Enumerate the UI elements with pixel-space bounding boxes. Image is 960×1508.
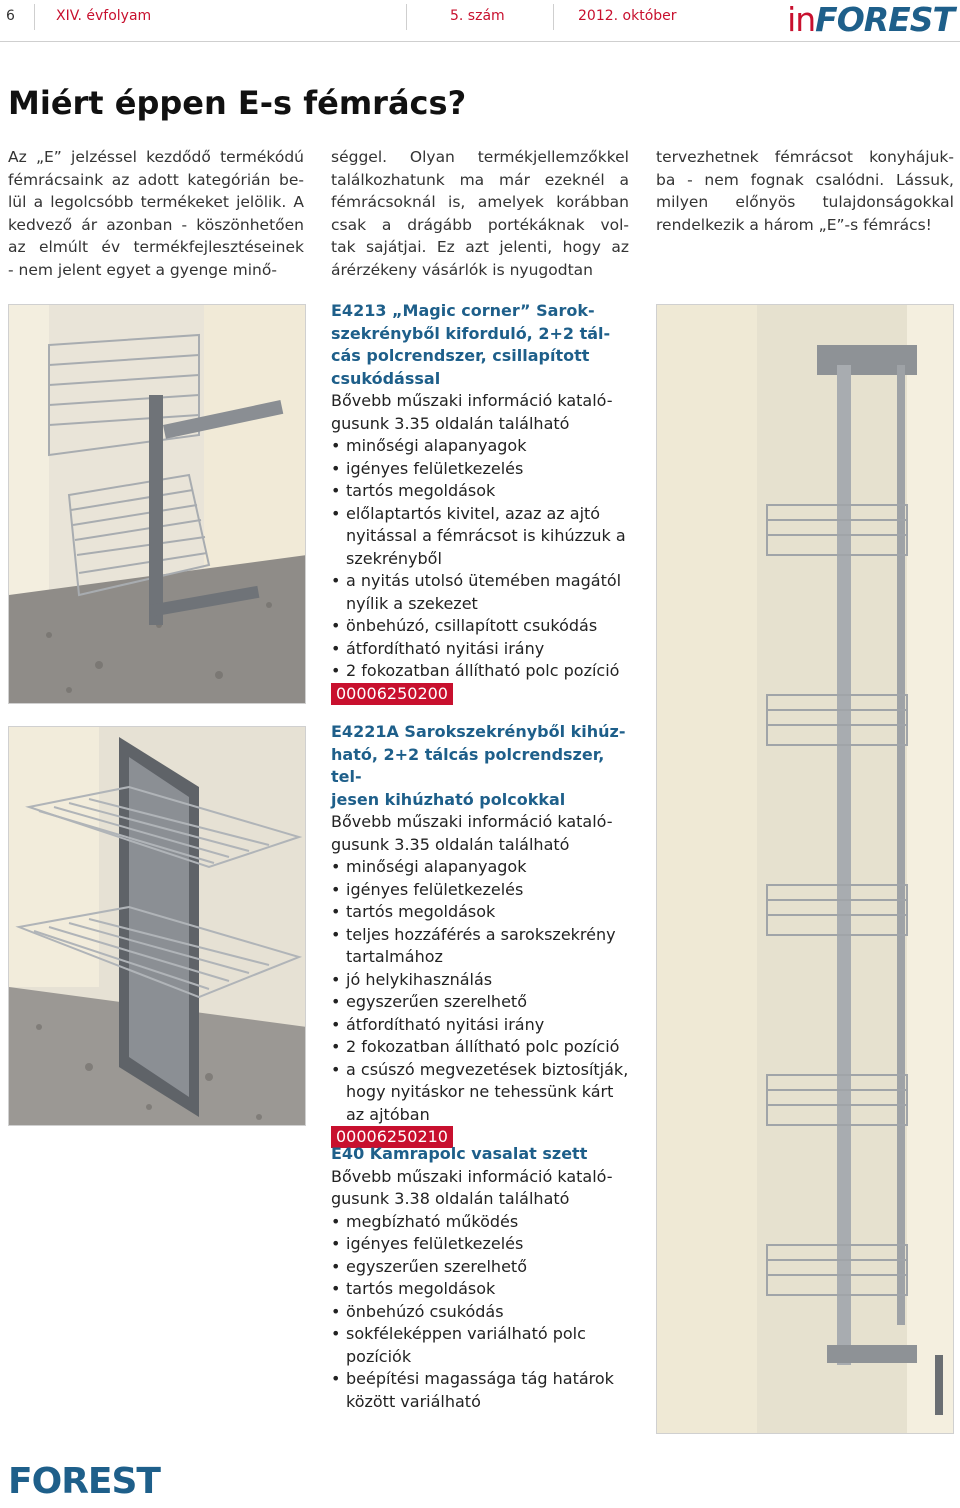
list-item: • önbehúzó csukódás	[331, 1301, 631, 1324]
intro-line: tervezhetnek fémrácsot konyhájuk-	[656, 148, 954, 166]
intro-line: lül a legolcsóbb termékeket jelölik. A	[8, 193, 304, 211]
list-item: • sokféleképpen variálható polc pozíciók	[331, 1323, 631, 1368]
list-item: • igényes felületkezelés	[331, 879, 631, 902]
intro-line: fémrácsoknál is, amelyek korábban	[331, 193, 629, 211]
header-divider	[553, 4, 554, 30]
product-code-badge: 00006250200	[331, 683, 453, 705]
list-item: • a nyitás utolsó ütemében magától nyílik a szekezet	[331, 570, 631, 615]
list-item: • előlaptartós kivitel, azaz az ajtó nyitással a fémrácsot is kihúzzuk a szekrényből	[331, 503, 631, 571]
list-item: • átfordítható nyitási irány	[331, 1014, 631, 1037]
forest-logo: FOREST	[8, 1461, 160, 1502]
product-photo-pantry-unit	[656, 304, 954, 1434]
list-item: • teljes hozzáférés a sarokszekrény tartalmához	[331, 924, 631, 969]
page-header	[0, 0, 960, 42]
intro-line: az elmúlt év termékfejlesztéseinek	[8, 238, 304, 256]
intro-line: milyen előnyös tulajdonságokkal	[656, 193, 954, 211]
product-title: E4221A Sarokszekrényből kihúz- ható, 2+2 tálcás polcrendszer, tel- jesen kihúzható polcokkal	[331, 722, 626, 809]
intro-line: ba - nem fognak csalódni. Lássuk,	[656, 170, 954, 189]
list-item: • beépítési magassága tág határok között variálható	[331, 1368, 631, 1413]
list-item: • átfordítható nyitási irány	[331, 638, 631, 661]
intro-line: találkozhatunk ma már ezeknél a	[331, 170, 629, 189]
list-item: • igényes felületkezelés	[331, 1233, 631, 1256]
header-divider	[34, 4, 35, 30]
date-label: 2012. október	[578, 8, 677, 24]
product-info: Bővebb műszaki információ kataló- gusunk 3.35 oldalán található	[331, 391, 613, 433]
intro-column-3	[656, 146, 954, 236]
issue-label: 5. szám	[450, 8, 505, 24]
product-block-e40	[331, 1143, 631, 1413]
list-item: • 2 fokozatban állítható polc pozíció	[331, 1036, 631, 1059]
intro-line: - nem jelent egyet a gyenge minő-	[8, 260, 277, 279]
product-title: E40 Kamrapolc vasalat szett	[331, 1144, 588, 1163]
list-item: • egyszerűen szerelhető	[331, 991, 631, 1014]
intro-line: árérzékeny vásárlók is nyugodtan	[331, 260, 593, 279]
feature-list	[331, 856, 631, 1126]
intro-column-2	[331, 146, 629, 281]
intro-column-1	[8, 146, 304, 281]
intro-line: tak sajátjai. Ez azt jelenti, hogy az	[331, 238, 629, 256]
product-block-e4213	[331, 300, 631, 705]
intro-line: séggel. Olyan termékjellemzőkkel	[331, 148, 629, 166]
list-item: • tartós megoldások	[331, 480, 631, 503]
intro-line: rendelkezik a három „E”-s fémrács!	[656, 215, 932, 234]
list-item: • megbízható működés	[331, 1211, 631, 1234]
intro-line: csak a drágább portékáknak vol-	[331, 215, 629, 234]
list-item: • jó helykihasználás	[331, 969, 631, 992]
product-block-e4221a	[331, 721, 631, 1149]
article-title: Miért éppen E-s fémrács?	[8, 84, 467, 122]
list-item: • 2 fokozatban állítható polc pozíció	[331, 660, 631, 683]
volume-label: XIV. évfolyam	[56, 8, 152, 24]
product-title: E4213 „Magic corner” Sarok- szekrényből kiforduló, 2+2 tál- cás polcrendszer, csillapított csukódással	[331, 301, 611, 388]
list-item: • minőségi alapanyagok	[331, 435, 631, 458]
intro-line: fémrácsaink az adott kategórián be-	[8, 170, 304, 189]
list-item: • a csúszó megvezetések biztosítják, hogy nyitáskor ne tehessünk kárt az ajtóban	[331, 1059, 631, 1127]
list-item: • tartós megoldások	[331, 1278, 631, 1301]
page-number: 6	[6, 8, 15, 24]
feature-list	[331, 1211, 631, 1414]
list-item: • önbehúzó, csillapított csukódás	[331, 615, 631, 638]
product-info: Bővebb műszaki információ kataló- gusunk 3.35 oldalán található	[331, 812, 613, 854]
list-item: • egyszerűen szerelhető	[331, 1256, 631, 1279]
product-code-badge: 00006250210	[331, 1126, 453, 1148]
list-item: • minőségi alapanyagok	[331, 856, 631, 879]
feature-list	[331, 435, 631, 683]
inforest-logo: inFOREST	[787, 0, 954, 39]
intro-line: kedvező ár azonban - köszönhetően	[8, 215, 304, 234]
header-rule	[0, 41, 960, 42]
header-divider	[406, 4, 407, 30]
product-photo-corner-pullout	[8, 726, 306, 1126]
list-item: • igényes felületkezelés	[331, 458, 631, 481]
product-info: Bővebb műszaki információ kataló- gusunk 3.38 oldalán található	[331, 1166, 613, 1208]
intro-line: Az „E” jelzéssel kezdődő termékódú	[8, 148, 304, 166]
list-item: • tartós megoldások	[331, 901, 631, 924]
product-photo-magic-corner	[8, 304, 306, 704]
